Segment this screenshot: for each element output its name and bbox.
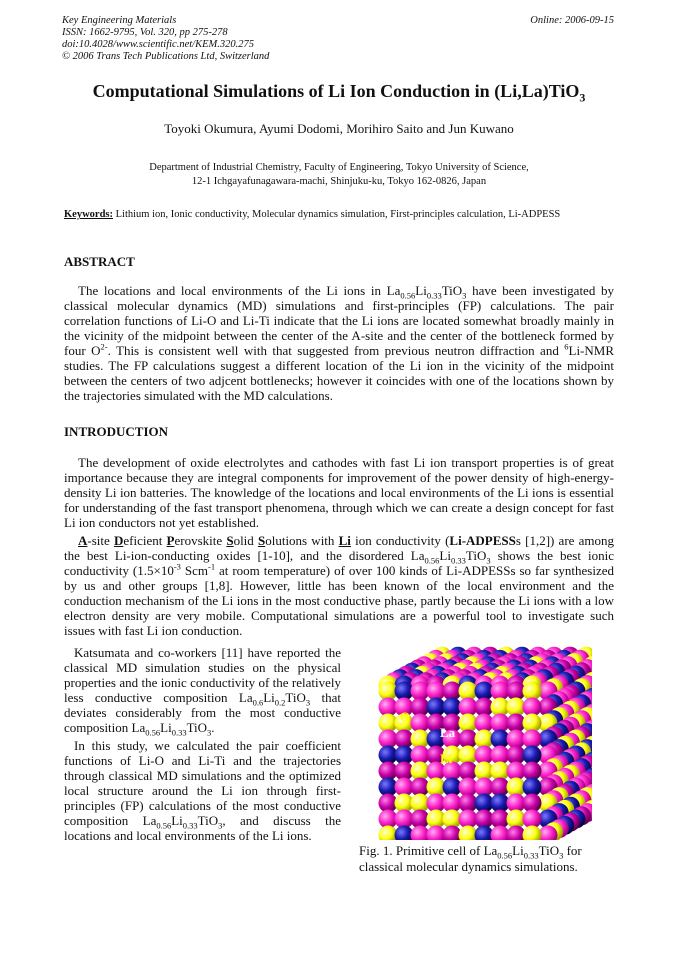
atom-sphere bbox=[379, 826, 398, 841]
copyright: © 2006 Trans Tech Publications Ltd, Switzerland bbox=[62, 51, 270, 62]
atom-sphere bbox=[459, 826, 478, 841]
intro-paragraph-2: A-site Deficient Perovskite Solid Solutions with Li ion conductivity (Li-ADPESSs [1,2]) are among the best Li-ion-conducting oxides [1-10], and the disordered $La_{0.56}Li_{0.33}TiO_3$ shows the best ionic conductivity ($1.5\times 10^{-3}$ Scm$^{-1}$ at room temperature) of over 100 kinds of Li-ADPESSs so far synthesized by us and other groups [1,8]. However, little has been known of the local environment and the conduction mechanism of the Li ions in the most conductive phase, partly because the Li ions with a low electron density are very mobile. Computational simulations are a powerful tool to investigate such issues with fast Li ion conduction. bbox=[64, 533, 614, 638]
intro-paragraph-3: Katsumata and co-workers [11] have reported the classical MD simulation studies on the physical properties and the ionic conductivity of the relatively less conductive composition $La_{0.6}Li_{0.2}TiO_3$ that deviates considerably from the most conductive composition $La_{0.56}Li_{0.33}TiO_3$. bbox=[64, 645, 341, 738]
abstract-paragraph: The locations and local environments of the Li ions in $La_{0.56}Li_{0.33}TiO_3$ have been investigated by classical molecular dynamics (MD) simulations and first-principles (FP) calculations. The pair correlation functions of Li-O and Li-Ti indicate that the Li ions are located somewhat broadly mainly in the vicinity of the midpoint between the center of the A-site and the center of the bottleneck formed by four $O^{2-}$. This is consistent well with that suggested from previous neutron diffraction and $^6$Li-NMR studies. The FP calculations suggest a different location of the Li ion in the vicinity of the midpoint between the centers of two adjcent bottlenecks; however it coincides with one of the locations shown by the trajectories simulated with the MD calculations. bbox=[64, 283, 614, 403]
affiliation-line-2: 12-1 Ichgayafunagawara-machi, Shinjuku-ku, Tokyo 162-0826, Japan bbox=[191, 176, 487, 187]
abstract-heading: ABSTRACT bbox=[64, 254, 135, 269]
introduction-heading: INTRODUCTION bbox=[64, 424, 169, 439]
crystal-structure-figure bbox=[370, 645, 592, 840]
paper-title bbox=[0, 80, 678, 109]
affiliation-line-1: Department of Industrial Chemistry, Faculty of Engineering, Tokyo University of Science, bbox=[149, 162, 529, 173]
title-subscript: 3 bbox=[579, 90, 586, 105]
issn: ISSN: 1662-9795, Vol. 320, pp 275-278 bbox=[62, 27, 228, 38]
crystal-structure-image bbox=[370, 645, 592, 840]
authors: Toyoki Okumura, Ayumi Dodomi, Morihiro Saito and Jun Kuwano bbox=[164, 121, 514, 136]
atom-sphere bbox=[427, 826, 446, 841]
label-la: La bbox=[440, 725, 456, 740]
intro-paragraph-4: In this study, we calculated the pair coefficient functions of Li-O and Li-Ti and the trajectories through classical MD simulations and the optimized local structure around the Li ion through first-principles (FP) calculations of the most conductive composition $La_{0.56}Li_{0.33}TiO_3$, and discuss the locations and local environments of the Li ions. bbox=[64, 738, 341, 843]
atom-sphere bbox=[523, 826, 542, 841]
journal-name: Key Engineering Materials bbox=[62, 15, 177, 26]
atom-sphere bbox=[395, 826, 414, 841]
intro-paragraph-1: The development of oxide electrolytes and cathodes with fast Li ion transport properties is of great importance because they are integral components for improvement of the power density of high-energy-density Li ion batteries. The knowledge of the locations and local environments of the Li ions is essential for understanding of the fast transport phenomena, through which we can create a design concept for fast Li ion conductors not yet established. bbox=[64, 455, 614, 530]
atom-sphere bbox=[507, 826, 526, 841]
figure-caption: Fig. 1. Primitive cell of $La_{0.56}Li_{0.33}TiO_3$ for classical molecular dynamics simulations. bbox=[359, 843, 582, 874]
title-main: Computational Simulations of Li Ion Conduction in (Li,La)TiO bbox=[92, 81, 580, 101]
label-li: Li bbox=[440, 751, 453, 766]
keywords bbox=[64, 209, 624, 220]
atom-sphere bbox=[491, 826, 510, 841]
atom-sphere bbox=[475, 826, 494, 841]
affiliation bbox=[0, 161, 678, 189]
keywords-label: Keywords: bbox=[64, 209, 113, 220]
atom-sphere bbox=[411, 826, 430, 841]
journal-header bbox=[62, 15, 269, 63]
atom-sphere bbox=[443, 826, 462, 841]
online-date: Online: 2006-09-15 bbox=[530, 15, 614, 26]
label-o: O bbox=[400, 709, 411, 724]
doi: doi:10.4028/www.scientific.net/KEM.320.275 bbox=[62, 39, 254, 50]
keywords-text: Lithium ion, Ionic conductivity, Molecular dynamics simulation, First-principles calculation, Li-ADPESS bbox=[113, 209, 561, 220]
